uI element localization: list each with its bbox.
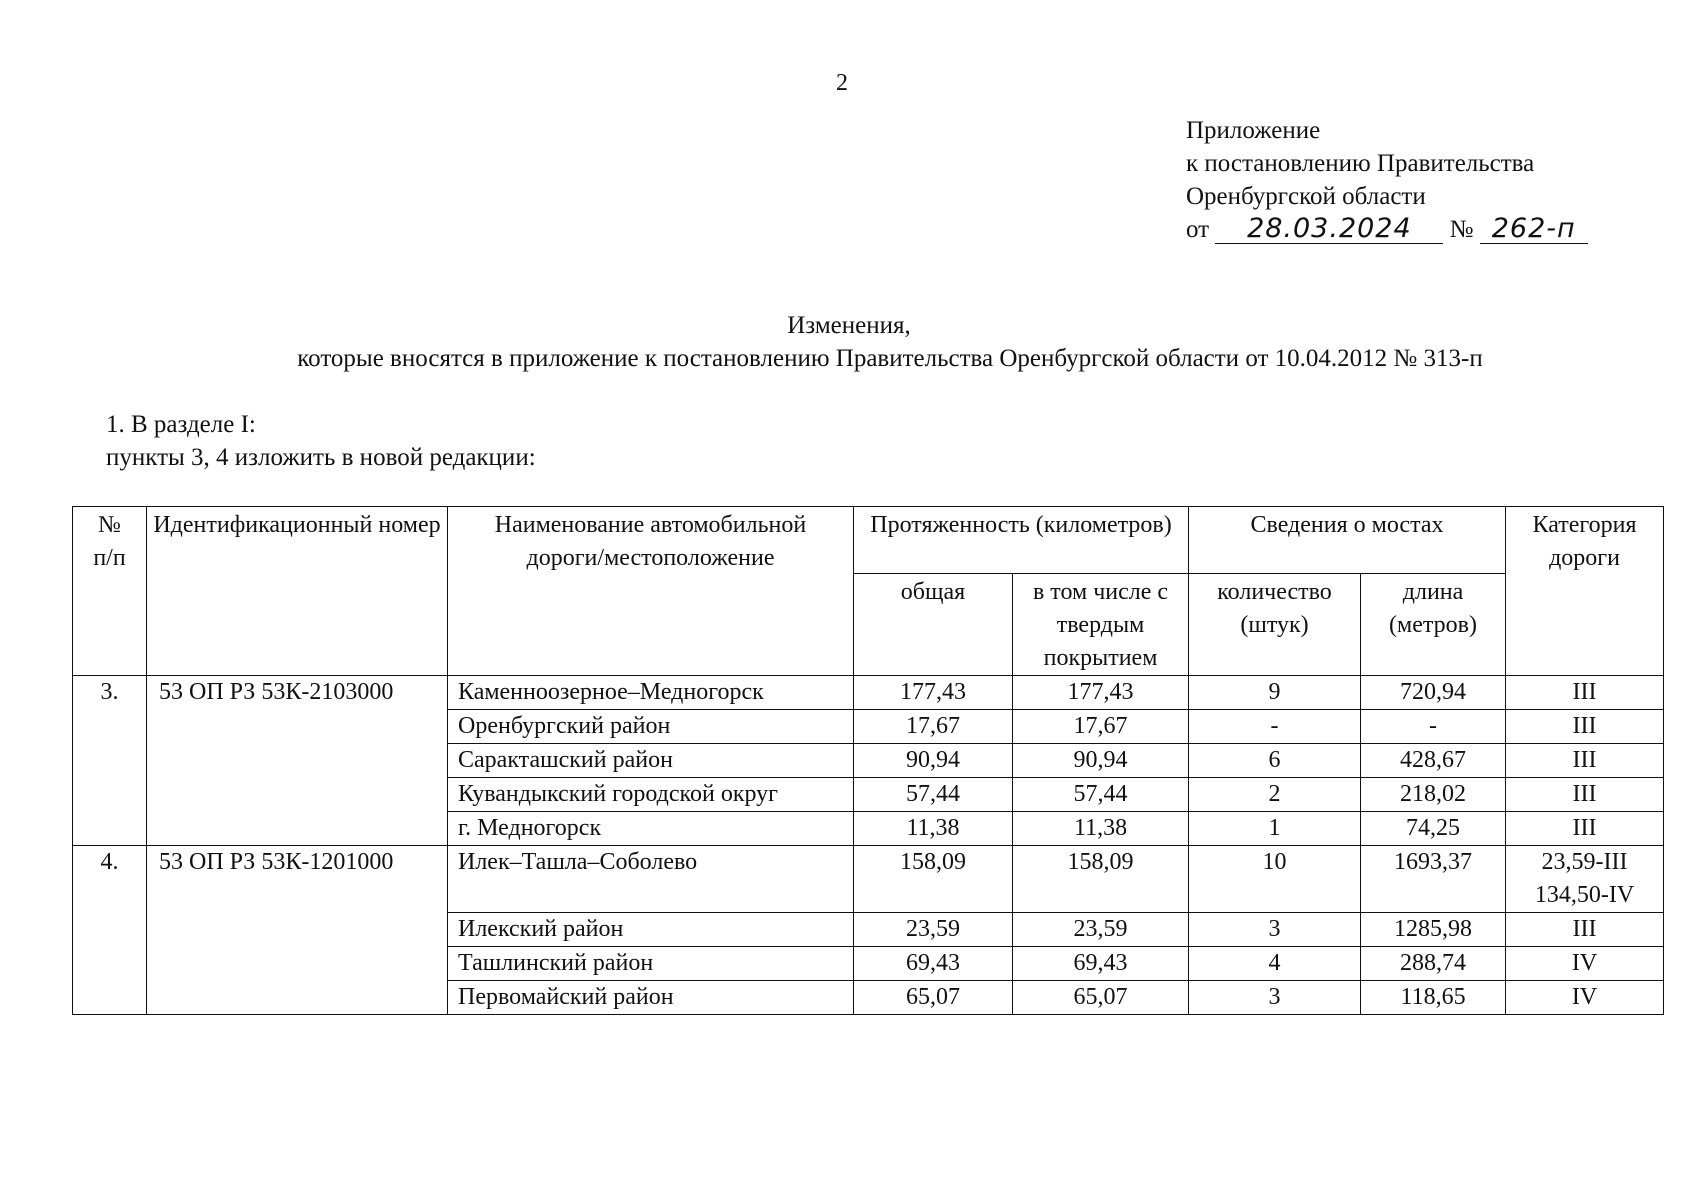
road-name: Илек–Ташла–Соболево <box>448 846 854 913</box>
roads-table <box>72 506 1664 1015</box>
length-hard: 90,94 <box>1013 744 1189 778</box>
length-hard: 57,44 <box>1013 778 1189 812</box>
road-category: IV <box>1506 947 1664 981</box>
road-name: Саракташский район <box>448 744 854 778</box>
bridges-count: - <box>1189 710 1361 744</box>
section-intro <box>106 408 536 474</box>
length-total: 57,44 <box>854 778 1013 812</box>
length-hard: 11,38 <box>1013 812 1189 846</box>
appendix-block <box>1186 114 1656 246</box>
handwritten-date: 28.03.2024 <box>1215 215 1443 244</box>
road-name: Ташлинский район <box>448 947 854 981</box>
bridges-length: 74,25 <box>1361 812 1506 846</box>
length-total: 65,07 <box>854 981 1013 1015</box>
road-category: III <box>1506 744 1664 778</box>
road-name: Оренбургский район <box>448 710 854 744</box>
appendix-date-row <box>1186 213 1656 246</box>
table-row <box>73 846 1664 913</box>
bridges-count: 1 <box>1189 812 1361 846</box>
handwritten-number: 262-п <box>1480 215 1588 244</box>
road-category: III <box>1506 676 1664 710</box>
document-title: Изменения, <box>787 312 911 339</box>
header-bridges-count: количество (штук) <box>1189 574 1361 676</box>
length-total: 158,09 <box>854 846 1013 913</box>
length-hard: 158,09 <box>1013 846 1189 913</box>
road-category: III <box>1506 812 1664 846</box>
road-name: г. Медногорск <box>448 812 854 846</box>
road-name: Кувандыкский городской округ <box>448 778 854 812</box>
header-category: Категория дороги <box>1506 507 1664 676</box>
section-instruction: пункты 3, 4 изложить в новой редакции: <box>106 444 536 471</box>
bridges-length: 118,65 <box>1361 981 1506 1015</box>
number-prefix: № <box>1449 216 1474 243</box>
road-name: Каменноозерное–Медногорск <box>448 676 854 710</box>
length-total: 17,67 <box>854 710 1013 744</box>
length-total: 23,59 <box>854 913 1013 947</box>
road-category: III <box>1506 778 1664 812</box>
length-total: 177,43 <box>854 676 1013 710</box>
row-number: 3. <box>73 676 147 846</box>
appendix-line-2: к постановлению Правительства <box>1186 150 1535 177</box>
row-number: 4. <box>73 846 147 1015</box>
road-category: IV <box>1506 981 1664 1015</box>
road-id: 53 ОП РЗ 53К-1201000 <box>147 846 448 1015</box>
length-total: 11,38 <box>854 812 1013 846</box>
bridges-count: 4 <box>1189 947 1361 981</box>
header-road-name: Наименование автомобильной дороги/местоположение <box>448 507 854 676</box>
header-bridges-length: длина (метров) <box>1361 574 1506 676</box>
bridges-length: - <box>1361 710 1506 744</box>
section-heading: 1. В разделе I: <box>106 411 256 438</box>
bridges-length: 288,74 <box>1361 947 1506 981</box>
appendix-line-3: Оренбургской области <box>1186 183 1426 210</box>
length-hard: 17,67 <box>1013 710 1189 744</box>
bridges-count: 2 <box>1189 778 1361 812</box>
header-length: Протяженность (километров) <box>854 507 1189 574</box>
bridges-length: 720,94 <box>1361 676 1506 710</box>
date-prefix: от <box>1186 216 1210 243</box>
bridges-length: 1693,37 <box>1361 846 1506 913</box>
document-subtitle: которые вносятся в приложение к постановлению Правительства Оренбургской области от 10.04.2012 № 313-п <box>297 345 1483 372</box>
bridges-length: 1285,98 <box>1361 913 1506 947</box>
header-id: Идентификационный номер <box>147 507 448 676</box>
bridges-count: 9 <box>1189 676 1361 710</box>
road-id: 53 ОП РЗ 53К-2103000 <box>147 676 448 846</box>
road-category: 23,59-III 134,50-IV <box>1506 846 1664 913</box>
road-name: Первомайский район <box>448 981 854 1015</box>
bridges-count: 6 <box>1189 744 1361 778</box>
length-total: 69,43 <box>854 947 1013 981</box>
header-bridges: Сведения о мостах <box>1189 507 1506 574</box>
length-hard: 69,43 <box>1013 947 1189 981</box>
bridges-length: 218,02 <box>1361 778 1506 812</box>
length-total: 90,94 <box>854 744 1013 778</box>
length-hard: 65,07 <box>1013 981 1189 1015</box>
table-row <box>73 676 1664 710</box>
header-length-hard: в том числе с твердым покрытием <box>1013 574 1189 676</box>
bridges-count: 10 <box>1189 846 1361 913</box>
road-name: Илекский район <box>448 913 854 947</box>
road-category: III <box>1506 913 1664 947</box>
bridges-count: 3 <box>1189 981 1361 1015</box>
bridges-count: 3 <box>1189 913 1361 947</box>
appendix-line-1: Приложение <box>1186 117 1321 144</box>
road-category: III <box>1506 710 1664 744</box>
header-number <box>73 507 147 676</box>
bridges-length: 428,67 <box>1361 744 1506 778</box>
page-number: 2 <box>836 70 848 96</box>
header-number-sign: № <box>98 512 121 538</box>
length-hard: 23,59 <box>1013 913 1189 947</box>
header-length-total: общая <box>854 574 1013 676</box>
header-number-label: п/п <box>93 545 126 571</box>
length-hard: 177,43 <box>1013 676 1189 710</box>
